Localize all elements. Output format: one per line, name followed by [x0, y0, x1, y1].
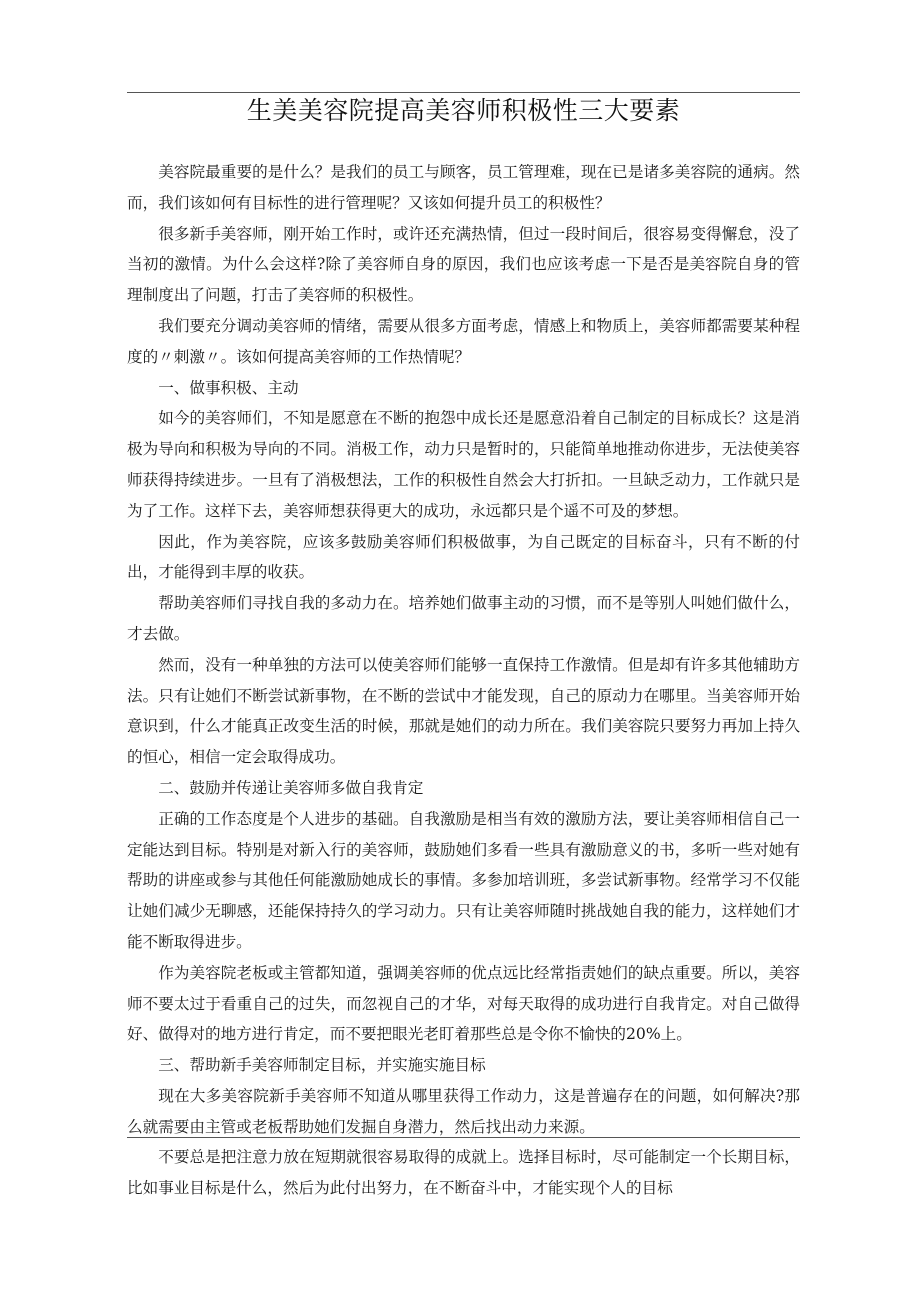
paragraph: 不要总是把注意力放在短期就很容易取得的成就上。选择目标时，尽可能制定一个长期目标，比如事业目标是什么，然后为此付出努力，在不断奋斗中，才能实现个人的目标 — [127, 1148, 800, 1197]
paragraph: 然而，没有一种单独的方法可以使美容师们能够一直保持工作激情。但是却有许多其他辅助方法。只有让她们不断尝试新事物，在不断的尝试中才能发现，自己的原动力在哪里。当美容师开始意识到，什么才能真正改变生活的时候，那就是她们的动力所在。我们美容院只要努力再加上持久的恒心，相信一定会取得成功。 — [127, 655, 800, 767]
paragraph: 我们要充分调动美容师的情绪，需要从很多方面考虑，情感上和物质上，美容师都需要某种程度的〃刺激〃。该如何提高美容师的工作热情呢？ — [127, 316, 800, 366]
page-break-rule — [127, 1137, 800, 1138]
paragraph: 现在大多美容院新手美容师不知道从哪里获得工作动力，这是普遍存在的问题，如何解决?那么就需要由主管或老板帮助她们发掘自身潜力，然后找出动力来源。 — [127, 1086, 800, 1136]
paragraph-intro: 美容院最重要的是什么？是我们的员工与顾客，员工管理难，现在已是诸多美容院的通病。然而，我们该如何有目标性的进行管理呢？又该如何提升员工的积极性？ — [127, 163, 800, 212]
paragraph: 帮助美容师们寻找自我的多动力在。培养她们做事主动的习惯，而不是等别人叫她们做什么，才去做。 — [127, 594, 800, 643]
article-body — [127, 157, 800, 1143]
paragraph: 作为美容院老板或主管都知道，强调美容师的优点远比经常指责她们的缺点重要。所以，美容师不要太过于看重自己的过失，而忽视自己的才华，对每天取得的成功进行自我肯定。对自己做得好、做得对的地方进行肯定，而不要把眼光老盯着那些总是令你不愉快的20%上。 — [127, 963, 800, 1044]
article-body-continued — [127, 1142, 800, 1204]
section-heading-2: 二、鼓励并传递让美容师多做自我肯定 — [158, 778, 424, 797]
section-heading-1: 一、做事积极、主动 — [158, 378, 299, 397]
section-heading-3: 三、帮助新手美容师制定目标，并实施实施目标 — [158, 1056, 486, 1075]
paragraph: 因此，作为美容院，应该多鼓励美容师们积极做事，为自己既定的目标奋斗，只有不断的付出，才能得到丰厚的收获。 — [127, 532, 800, 582]
paragraph: 很多新手美容师，刚开始工作时，或许还充满热情，但过一段时间后，很容易变得懈怠，没了当初的激情。为什么会这样?除了美容师自身的原因，我们也应该考虑一下是否是美容院自身的管理制度出了问题，打击了美容师的积极性。 — [127, 224, 800, 305]
header-rule — [127, 92, 800, 93]
paragraph: 正确的工作态度是个人进步的基础。自我激励是相当有效的激励方法，要让美容师相信自己一定能达到目标。特别是对新入行的美容师，鼓励她们多看一些具有激励意义的书，多听一些对她有帮助的讲座或参与其他任何能激励她成长的事情。多参加培训班，多尝试新事物。经常学习不仅能让她们减少无聊感，还能保持持久的学习动力。只有让美容师随时挑战她自我的能力，这样她们才能不断取得进步。 — [127, 809, 800, 951]
paragraph: 如今的美容师们，不知是愿意在不断的抱怨中成长还是愿意沿着自己制定的目标成长？这是消极为导向和积极为导向的不同。消极工作，动力只是暂时的，只能简单地推动你进步，无法使美容师获得持续进步。一旦有了消极想法，工作的积极性自然会大打折扣。一旦缺乏动力，工作就只是为了工作。这样下去，美容师想获得更大的成功，永远都只是个遥不可及的梦想。 — [127, 409, 800, 520]
document-title: 生美美容院提高美容师积极性三大要素 — [246, 96, 681, 125]
